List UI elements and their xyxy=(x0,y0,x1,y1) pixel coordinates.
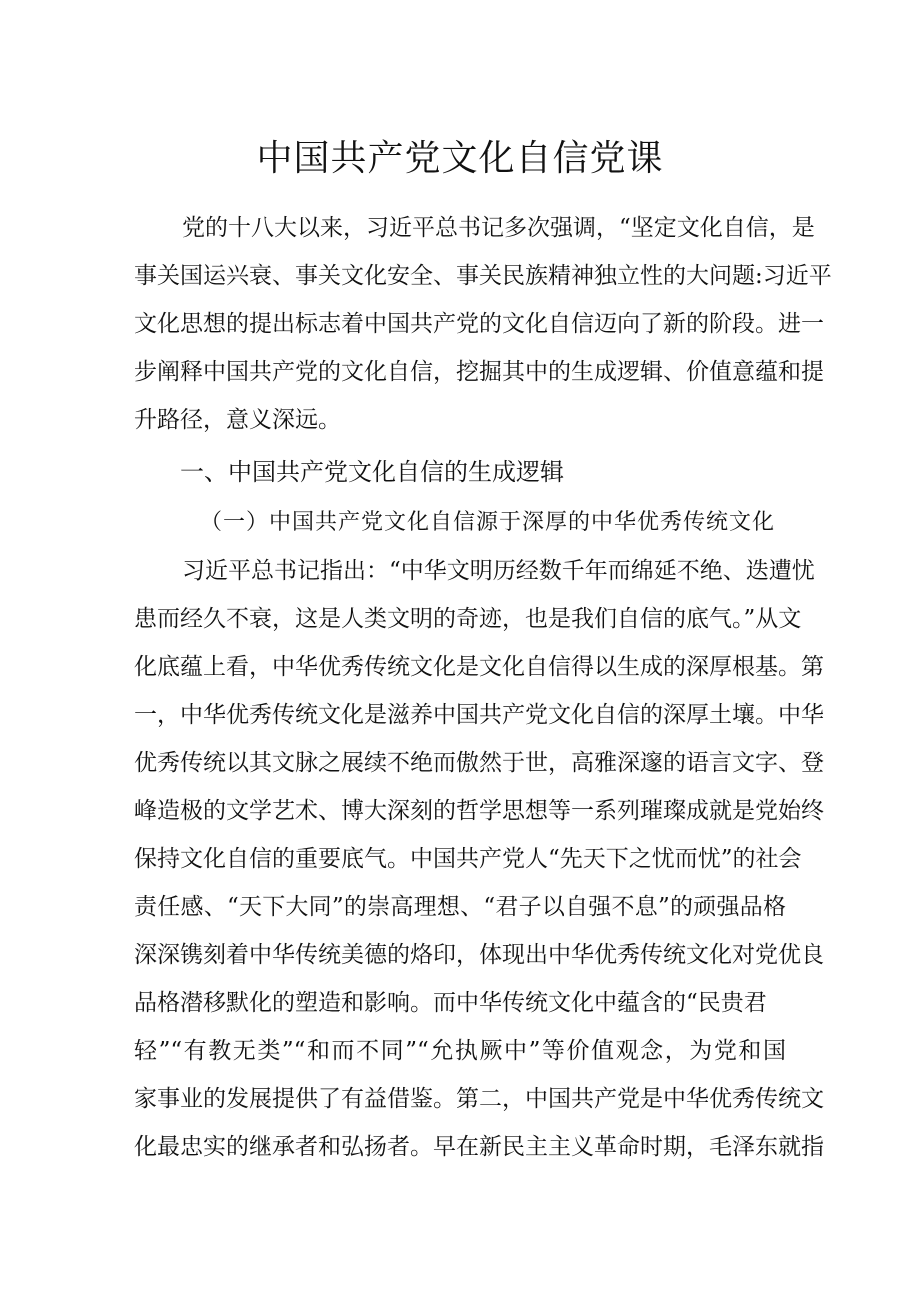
body-line: 保持文化自信的重要底气。中国共产党人“先天下之忧而忧”的社会 xyxy=(134,846,802,872)
body-line: 习近平总书记指出：“中华文明历经数千年而绵延不绝、迭遭忧 xyxy=(182,558,815,584)
intro-line: 事关国运兴衰、事关文化安全、事关民族精神独立性的大问题:习近平 xyxy=(134,263,832,289)
section-heading: 一、中国共产党文化自信的生成逻辑 xyxy=(180,458,564,486)
subsection-heading: （一）中国共产党文化自信源于深厚的中华优秀传统文化 xyxy=(200,510,776,535)
intro-line: 升路径，意义深远。 xyxy=(134,407,341,433)
body-line: 品格潜移默化的塑造和影响。而中华传统文化中蕴含的“民贵君 xyxy=(134,990,767,1016)
intro-line: 文化思想的提出标志着中国共产党的文化自信迈向了新的阶段。进一 xyxy=(134,311,824,337)
body-line: 化最忠实的继承者和弘扬者。早在新民主主义革命时期，毛泽东就指 xyxy=(134,1134,824,1160)
body-line: 责任感、“天下大同”的崇高理想、“君子以自强不息”的顽强品格 xyxy=(134,894,786,920)
body-line: 化底蕴上看，中华优秀传统文化是文化自信得以生成的深厚根基。第 xyxy=(134,654,824,680)
intro-line: 党的十八大以来，习近平总书记多次强调，“坚定文化自信，是 xyxy=(182,215,815,241)
body-line: 患而经久不衰，这是人类文明的奇迹，也是我们自信的底气。”从文 xyxy=(134,606,802,632)
body-line: 轻”“有教无类”“和而不同”“允执厥中”等价值观念，为党和国 xyxy=(134,1038,786,1064)
body-line: 深深镌刻着中华传统美德的烙印，体现出中华优秀传统文化对党优良 xyxy=(134,942,824,968)
body-line: 峰造极的文学艺术、博大深刻的哲学思想等一系列璀璨成就是党始终 xyxy=(134,798,824,824)
body-line: 家事业的发展提供了有益借鉴。第二，中国共产党是中华优秀传统文 xyxy=(134,1086,824,1112)
intro-line: 步阐释中国共产党的文化自信，挖掘其中的生成逻辑、价值意蕴和提 xyxy=(134,359,824,385)
body-line: 优秀传统以其文脉之展续不绝而傲然于世，高雅深邃的语言文字、登 xyxy=(134,750,824,776)
body-line: 一，中华优秀传统文化是滋养中国共产党文化自信的深厚土壤。中华 xyxy=(134,702,824,728)
document-title: 中国共产党文化自信党课 xyxy=(256,138,664,179)
